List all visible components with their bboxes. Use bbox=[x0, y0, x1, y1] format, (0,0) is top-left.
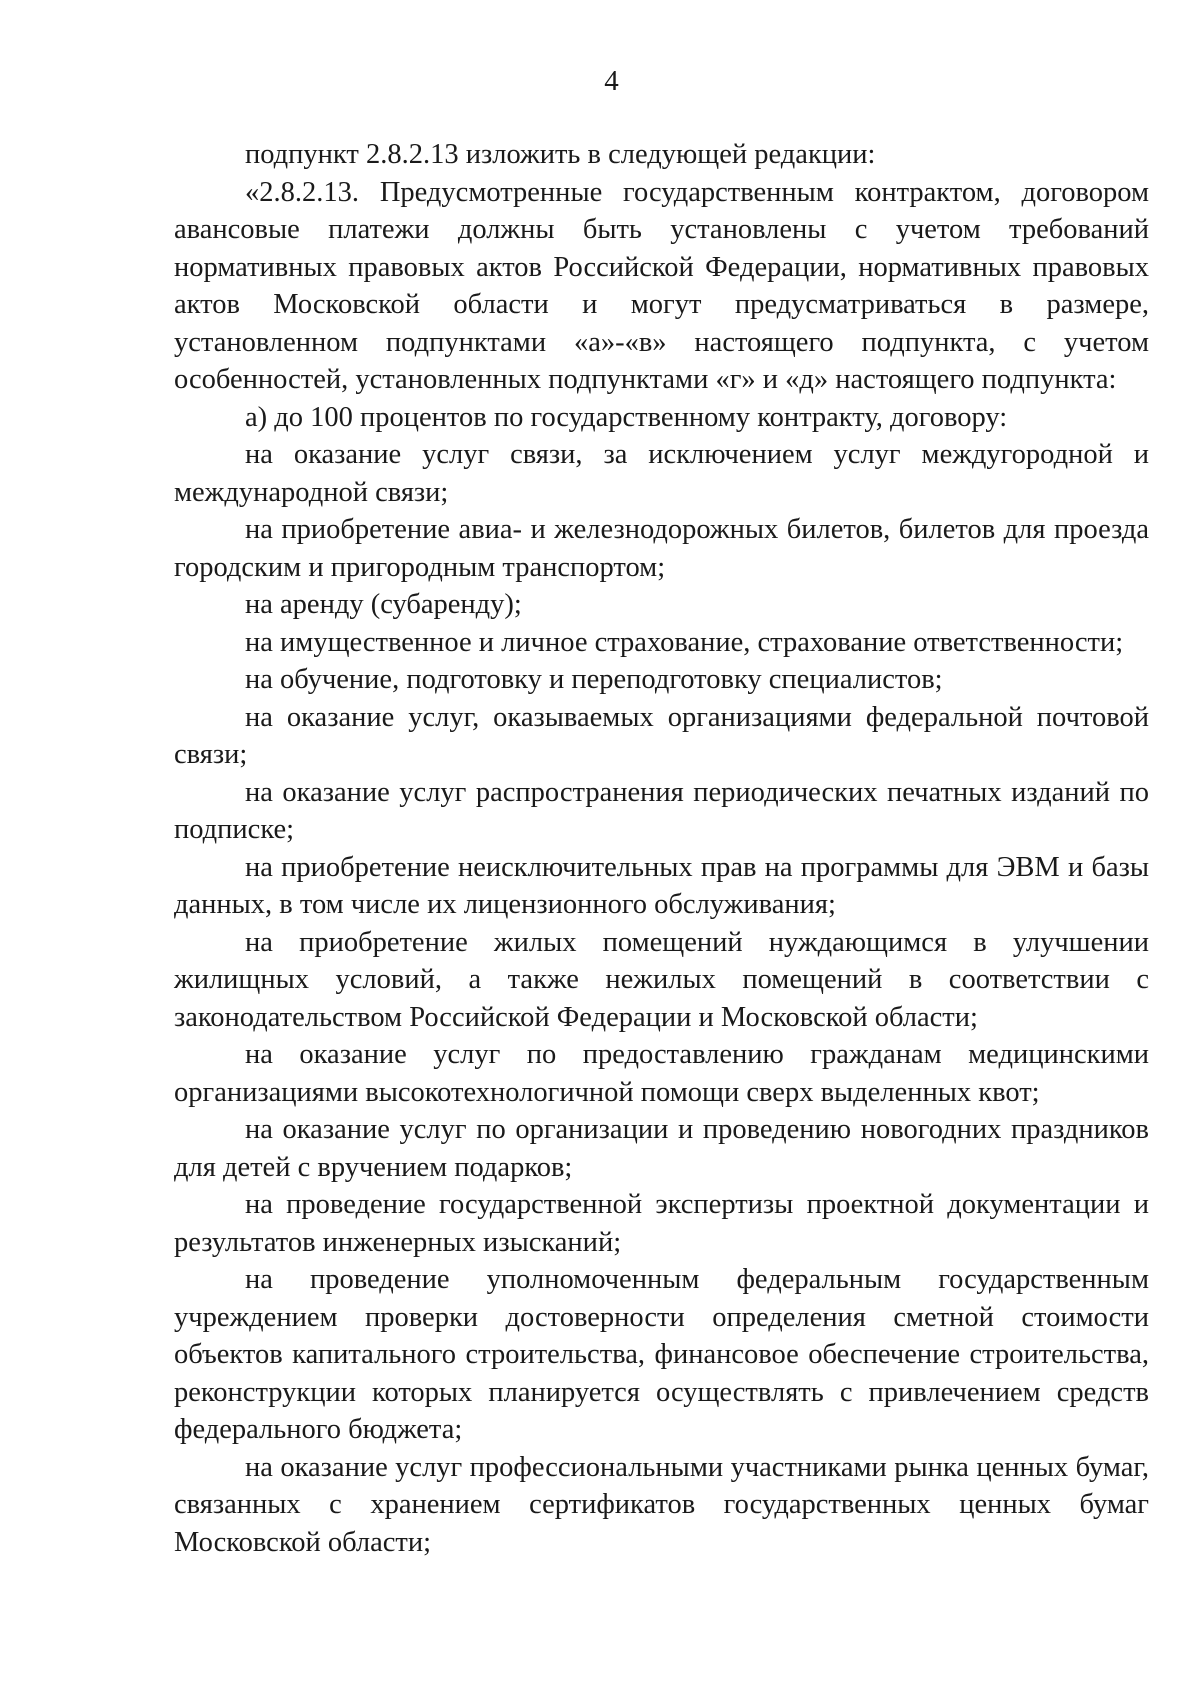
paragraph-rent: на аренду (субаренду); bbox=[245, 589, 522, 620]
paragraph-estimate-verification: на проведение уполномоченным федеральным государственным учреждением проверки достоверности определения сметной стоимости объектов капитального строительства, финансовое обеспечение строительства, реконструкции которых планируется осуществлять с привлечением средств федерального бюджета; bbox=[174, 1264, 1149, 1445]
paragraph-intro: подпункт 2.8.2.13 изложить в следующей редакции: bbox=[245, 139, 876, 170]
paragraph-state-expertise: на проведение государственной экспертизы проектной документации и результатов инженерных изысканий; bbox=[174, 1189, 1149, 1258]
document-body bbox=[174, 136, 1149, 1561]
paragraph-software-rights: на приобретение неисключительных прав на программы для ЭВМ и базы данных, в том числе их лицензионного обслуживания; bbox=[174, 851, 1149, 920]
paragraph-new-year-events: на оказание услуг по организации и проведению новогодних праздников для детей с вручением подарков; bbox=[174, 1114, 1149, 1183]
paragraph-item-a: а) до 100 процентов по государственному контракту, договору: bbox=[245, 401, 1008, 433]
paragraph-insurance: на имущественное и личное страхование, страхование ответственности; bbox=[245, 626, 1124, 658]
paragraph-securities-services: на оказание услуг профессиональными участниками рынка ценных бумаг, связанных с хранением сертификатов государственных ценных бумаг Московской области; bbox=[174, 1451, 1149, 1558]
paragraph-periodicals: на оказание услуг распространения периодических печатных изданий по подписке; bbox=[174, 776, 1149, 845]
page-number: 4 bbox=[604, 65, 619, 97]
paragraph-training: на обучение, подготовку и переподготовку специалистов; bbox=[245, 664, 943, 695]
paragraph-postal-services: на оказание услуг, оказываемых организациями федеральной почтовой связи; bbox=[174, 701, 1149, 770]
paragraph-communication-services: на оказание услуг связи, за исключением услуг междугородной и международной связи; bbox=[174, 439, 1149, 508]
paragraph-2-8-2-13: «2.8.2.13. Предусмотренные государственным контрактом, договором авансовые платежи должны быть установлены с учетом требований нормативных правовых актов Российской Федерации, нормативных правовых актов Московской области и могут предусматриваться в размере, установленном подпунктами «а»-«в» настоящего подпункта, с учетом особенностей, установленных подпунктами «г» и «д» настоящего подпункта: bbox=[174, 176, 1149, 395]
paragraph-housing: на приобретение жилых помещений нуждающимся в улучшении жилищных условий, а также нежилых помещений в соответствии с законодательством Российской Федерации и Московской области; bbox=[174, 926, 1149, 1033]
paragraph-tickets: на приобретение авиа- и железнодорожных билетов, билетов для проезда городским и пригородным транспортом; bbox=[174, 514, 1149, 583]
paragraph-medical-services: на оказание услуг по предоставлению гражданам медицинскими организациями высокотехнологичной помощи сверх выделенных квот; bbox=[174, 1039, 1149, 1108]
